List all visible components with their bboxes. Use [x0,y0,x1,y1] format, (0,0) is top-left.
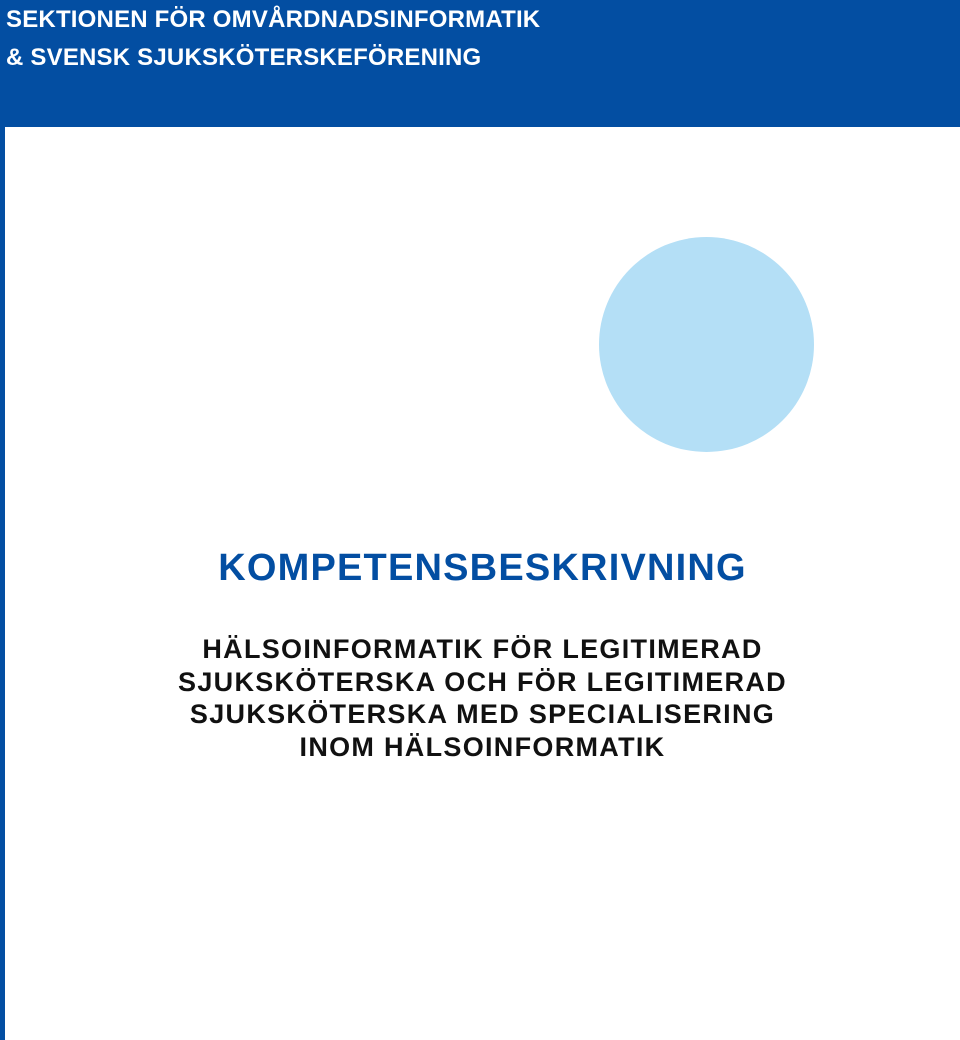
subtitle-line-4: INOM HÄLSOINFORMATIK [299,731,666,762]
decorative-circle [599,237,814,452]
organization-name-line-2: & SVENSK SJUKSKÖTERSKEFÖRENING [6,44,482,71]
subtitle-line-3: SJUKSKÖTERSKA MED SPECIALISERING [189,699,776,729]
document-subtitle [0,633,960,763]
document-title: KOMPETENSBESKRIVNING [218,547,747,589]
subtitle-line-2: SJUKSKÖTERSKA OCH FÖR LEGITIMERAD [178,666,787,697]
subtitle-line-1: HÄLSOINFORMATIK FÖR LEGITIMERAD [202,634,763,664]
organization-name-line-1: SEKTIONEN FÖR OMVÅRDNADSINFORMATIK [6,6,541,33]
header-band [0,0,960,127]
